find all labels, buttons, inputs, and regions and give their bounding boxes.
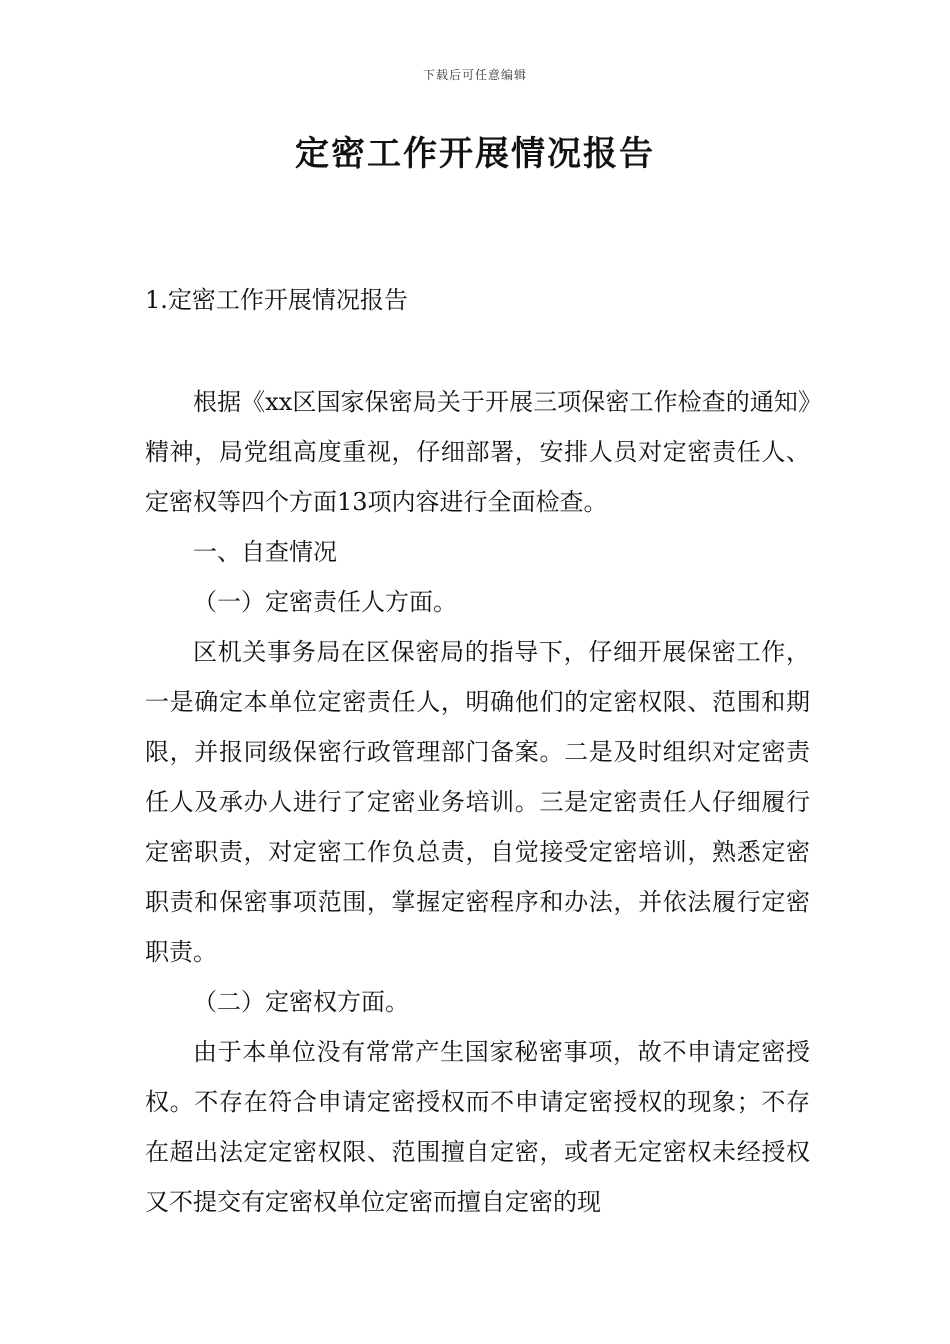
- document-title: 定密工作开展情况报告: [295, 134, 655, 174]
- paragraph-intro: 根据《xx区国家保密局关于开展三项保密工作检查的通知》精神，局党组高度重视，仔细部署，安排人员对定密责任人、定密权等四个方面13项内容进行全面检查。: [145, 388, 810, 516]
- paragraph-classification-authority: 由于本单位没有常常产生国家秘密事项，故不申请定密授权。不存在符合申请定密授权而不申请定密授权的现象；不存在超出法定定密权限、范围擅自定密，或者无定密权未经授权又不提交有定密权单位定密而擅自定密的现: [145, 1038, 810, 1216]
- paragraph-responsible-person: 区机关事务局在区保密局的指导下，仔细开展保密工作，一是确定本单位定密责任人，明确他们的定密权限、范围和期限，并报同级保密行政管理部门备案。二是及时组织对定密责任人及承办人进行了定密业务培训。三是定密责任人仔细履行定密职责，对定密工作负总责，自觉接受定密培训，熟悉定密职责和保密事项范围，掌握定密程序和办法，并依法履行定密职责。: [145, 638, 810, 966]
- heading-self-check: 一、自查情况: [193, 538, 337, 566]
- section-heading: 1.定密工作开展情况报告: [145, 286, 408, 314]
- document-body: [145, 377, 810, 1227]
- subheading-classification-authority: （二）定密权方面。: [193, 988, 409, 1016]
- header-note: 下载后可任意编辑: [422, 68, 527, 82]
- subheading-responsible-person: （一）定密责任人方面。: [193, 588, 457, 616]
